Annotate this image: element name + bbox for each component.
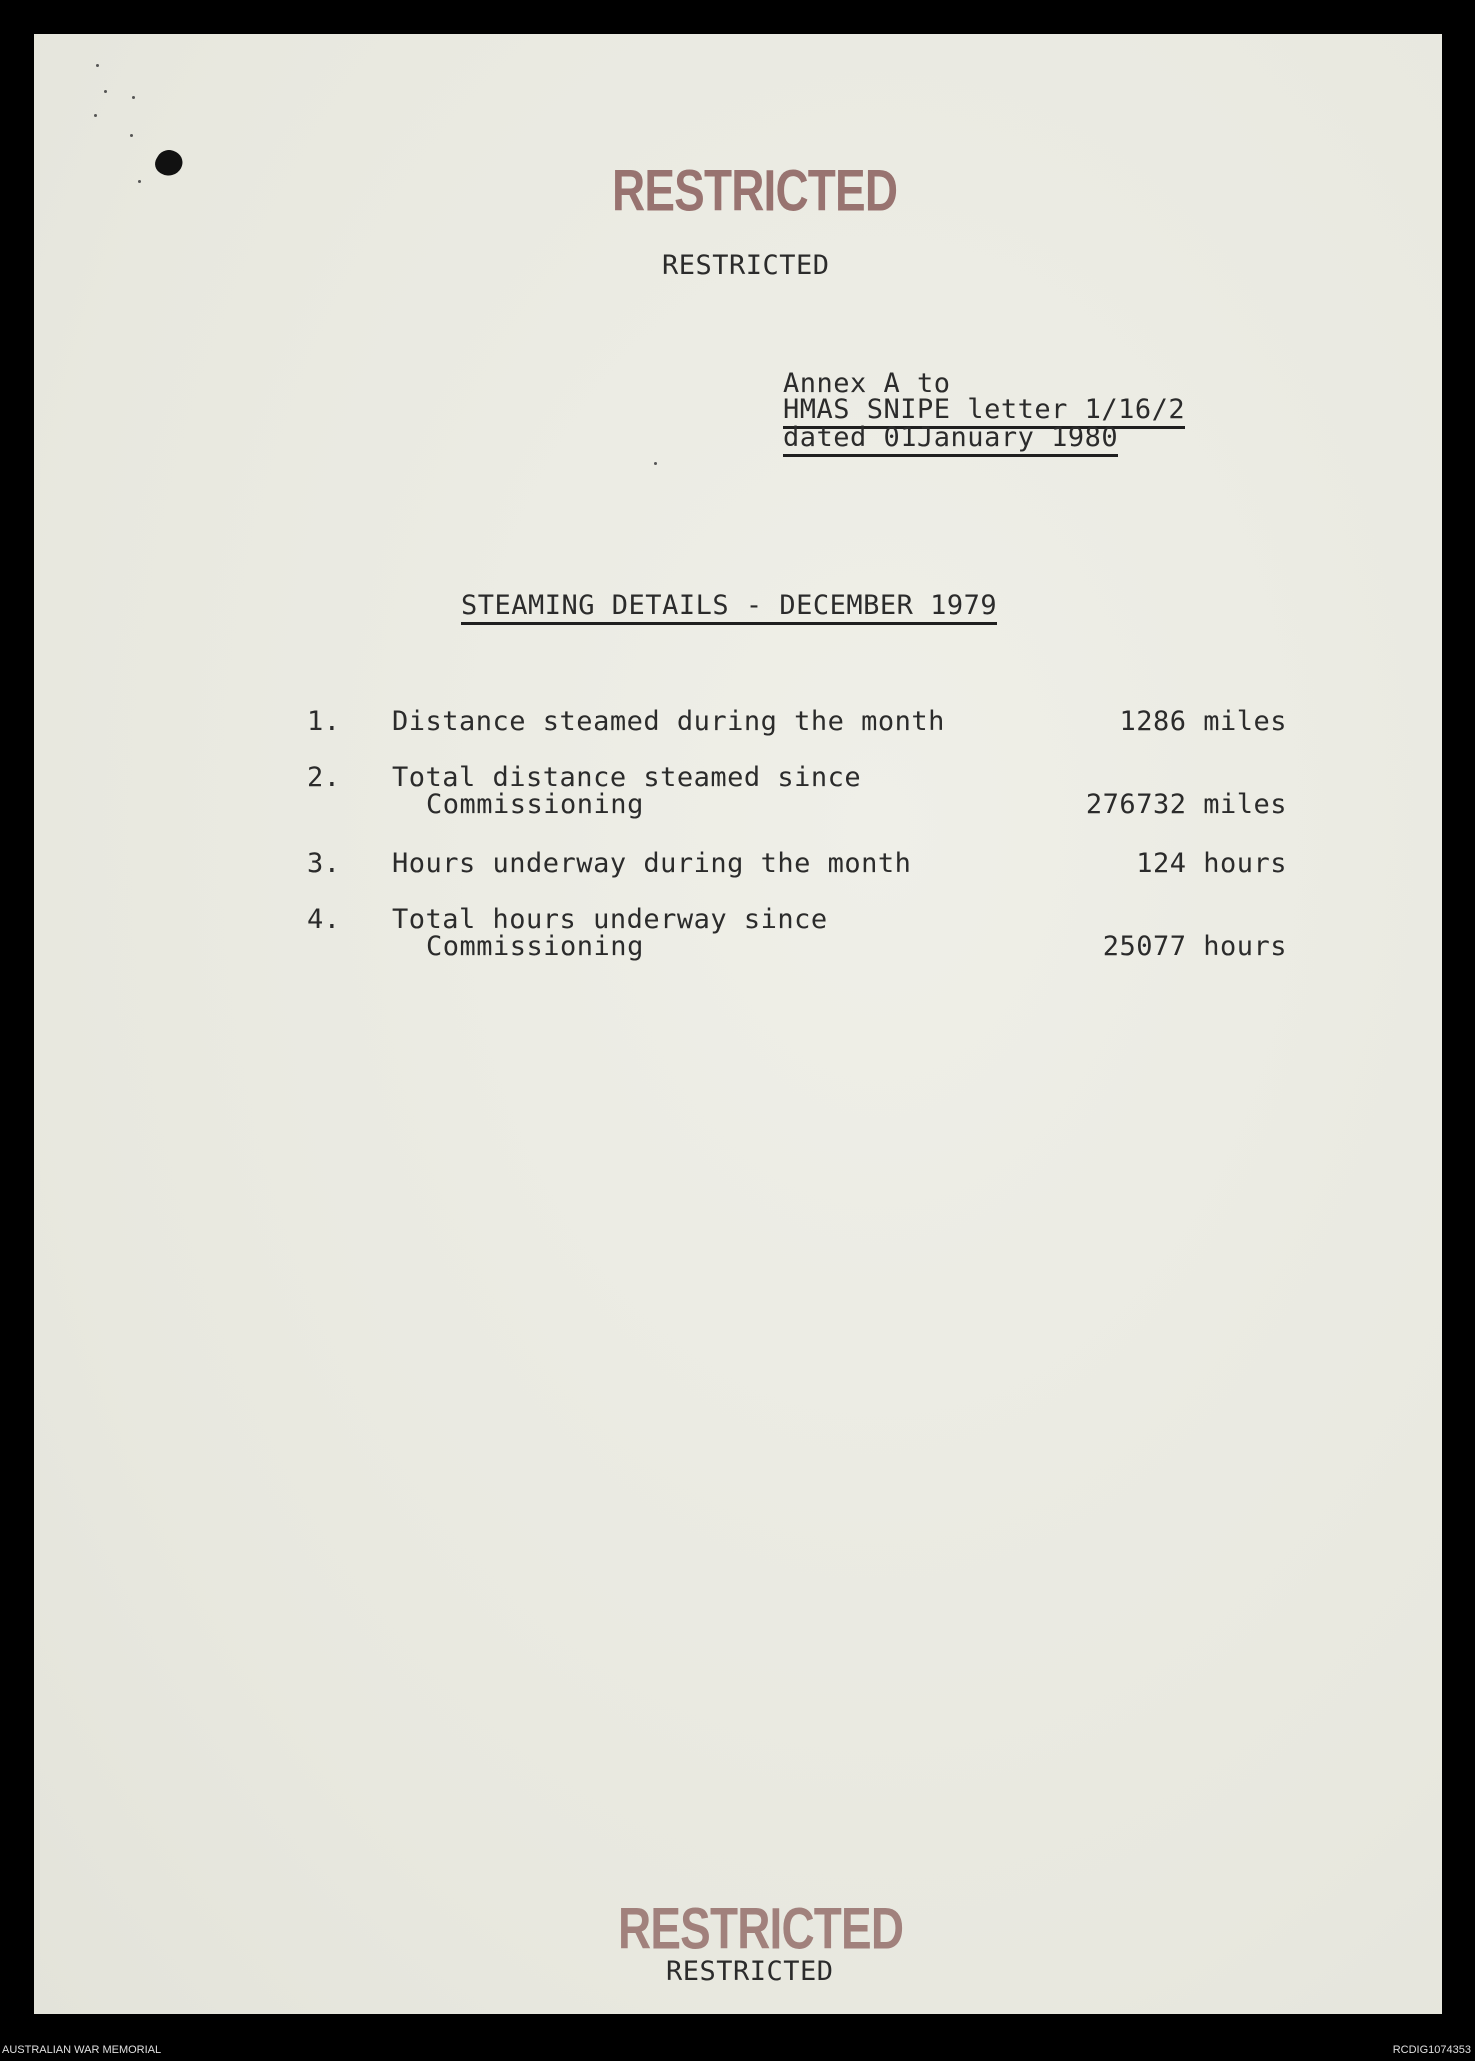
archive-reference: RCDIG1074353: [1392, 2044, 1471, 2056]
item-3-value: 124 hours: [1136, 848, 1287, 879]
item-4-label-line-2: Commissioning: [426, 931, 644, 962]
restricted-stamp-bottom: RESTRICTED: [618, 1895, 904, 1962]
item-2-label-line-1: Total distance steamed since: [392, 762, 862, 793]
archive-credit: AUSTRALIAN WAR MEMORIAL: [2, 2044, 162, 2056]
item-1-number: 1.: [307, 706, 341, 737]
document-heading: STEAMING DETAILS - DECEMBER 1979: [461, 590, 997, 625]
punch-hole: [151, 145, 187, 181]
paper-speck: [654, 462, 657, 465]
item-1-label: Distance steamed during the month: [392, 706, 945, 737]
item-3-number: 3.: [307, 848, 341, 879]
paper-speck: [96, 64, 99, 67]
item-3-label: Hours underway during the month: [392, 848, 912, 879]
reference-line-2: HMAS SNIPE letter 1/16/2: [783, 394, 1185, 429]
paper-speck: [94, 114, 97, 117]
item-4-label-line-1: Total hours underway since: [392, 904, 828, 935]
item-2-value: 276732 miles: [1085, 789, 1287, 820]
restricted-stamp-top: RESTRICTED: [612, 157, 898, 224]
classification-top: RESTRICTED: [662, 250, 830, 281]
item-2-label-line-2: Commissioning: [426, 789, 644, 820]
paper-speck: [132, 96, 135, 99]
paper-speck: [130, 134, 133, 137]
paper-speck: [138, 180, 141, 183]
item-4-value: 25077 hours: [1102, 931, 1287, 962]
reference-line-3: dated 01January 1980: [783, 422, 1118, 457]
item-2-number: 2.: [307, 762, 341, 793]
item-4-number: 4.: [307, 904, 341, 935]
reference-line-1: Annex A to: [783, 368, 951, 399]
classification-bottom: RESTRICTED: [666, 1956, 834, 1987]
paper-speck: [104, 90, 107, 93]
item-1-value: 1286 miles: [1119, 706, 1287, 737]
document-page: [34, 34, 1442, 2014]
